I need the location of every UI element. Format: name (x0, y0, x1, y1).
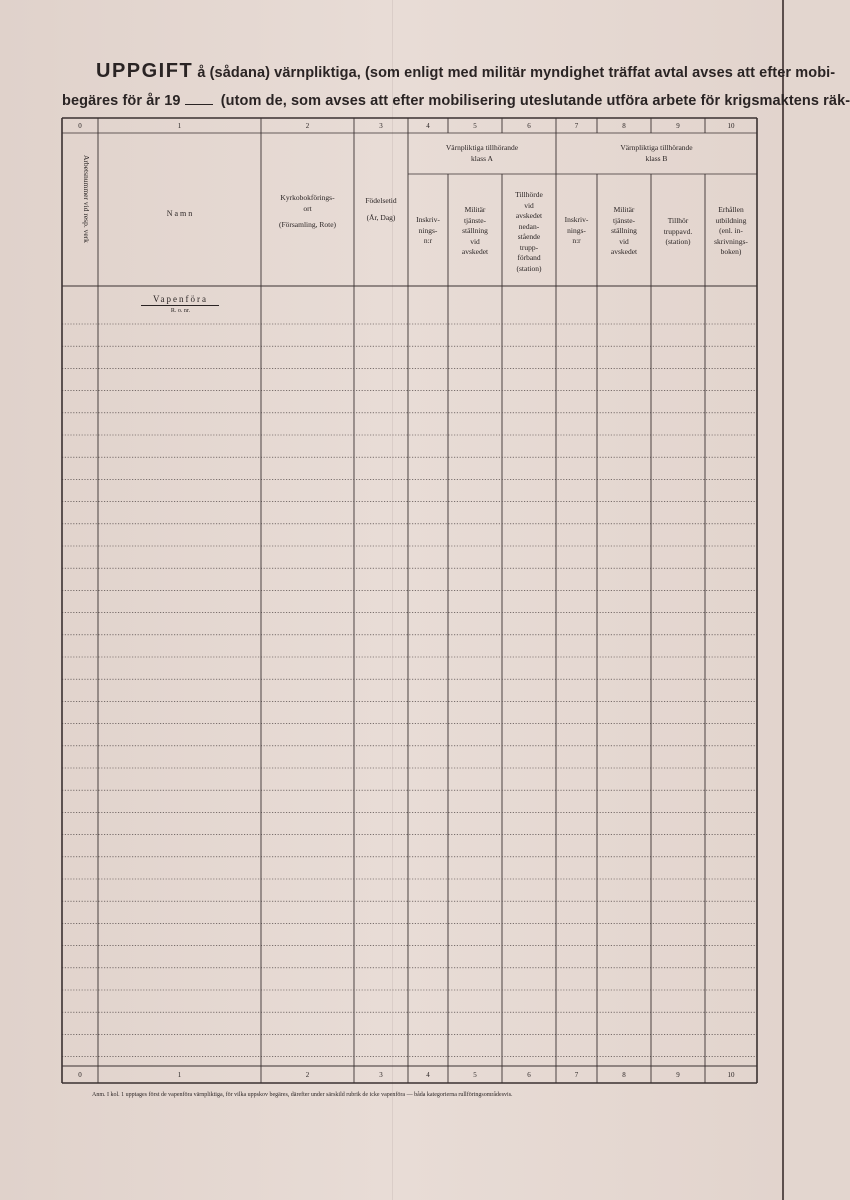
header-line: Inskriv- (564, 215, 589, 224)
col-number-bottom: 3 (379, 1071, 383, 1079)
header-line: utbildning (715, 215, 747, 225)
header-line: avskedet (461, 247, 489, 256)
header-tillhor-truppavd (651, 216, 705, 248)
title-line-2-b: (utom de, som avses att efter mobilisering uteslutande utföra arbete för krigsmaktens räk- (220, 93, 850, 109)
header-line: tjänste- (612, 215, 636, 225)
title-lead: UPPGIFT (96, 60, 194, 82)
header-line: tjänste- (463, 215, 487, 225)
header-line: (enl. in- (719, 226, 743, 235)
header-line: ställning (611, 226, 637, 235)
header-line: Tillhör (667, 216, 689, 225)
col-number-top: 1 (177, 122, 182, 130)
header-inskrivningsnr-b (556, 215, 597, 247)
header-line: trupp- (519, 242, 539, 252)
header-line: (station) (516, 263, 542, 273)
header-line: Kyrkobokförings- (280, 193, 335, 202)
header-line: Tillhörde (515, 190, 543, 199)
col-number-top: 8 (622, 122, 626, 130)
col-number-bottom: 0 (78, 1071, 82, 1079)
header-line: klass B (645, 153, 668, 163)
header-arbetsnummer: Arbetsnummer vid resp. verk (82, 155, 91, 243)
header-line: nings- (567, 225, 586, 235)
header-line: Inskriv- (416, 215, 440, 224)
title-line-2-a: begäres för år 19 (62, 93, 181, 109)
header-line: skrivnings- (714, 236, 748, 246)
header-militar-b (597, 205, 651, 258)
header-group-klass-b (556, 143, 757, 164)
col-number-top: 9 (676, 122, 680, 130)
header-line: klass A (471, 153, 493, 163)
section-heading-rule (141, 305, 219, 306)
col-number-top: 10 (727, 122, 735, 130)
col-number-bottom: 1 (177, 1071, 182, 1079)
header-line: vid (470, 236, 480, 246)
header-line: n:r (423, 236, 433, 245)
col-number-top: 4 (426, 122, 430, 130)
col-number-bottom: 5 (473, 1071, 477, 1079)
header-line: vid (524, 200, 534, 210)
header-line: ställning (462, 226, 488, 235)
header-line: Militär (464, 205, 486, 214)
header-fodelsetid (354, 196, 408, 223)
col-number-bottom: 10 (727, 1071, 735, 1079)
header-kyrkobokforingsort (261, 193, 354, 231)
header-inskrivningsnr-a (408, 215, 448, 247)
header-group-klass-a (408, 143, 556, 164)
header-tillhorde-a (502, 190, 556, 274)
header-line: n:r (572, 236, 581, 245)
header-line: förband (517, 253, 541, 262)
header-line: boken) (720, 247, 742, 256)
col-number-top: 5 (473, 122, 477, 130)
header-line: Värnpliktiga tillhörande (620, 143, 693, 152)
header-line: Militär (613, 205, 635, 214)
title-line-1-text: å (sådana) värnpliktiga, (som enligt med militär myndighet träffat avtal avses att efter mobi- (197, 65, 836, 81)
footnote: Anm. I kol. 1 upptages först de vapenföra värnpliktiga, för vilka uppskov begäres, därefter under särskild rubrik de icke vapenföra — båda kategorierna rullföringsområdesvis. (92, 1092, 513, 1098)
header-line: truppavd. (663, 226, 693, 236)
header-line: avskedet (515, 211, 543, 220)
col-number-bottom: 4 (426, 1071, 430, 1079)
header-line: nings- (418, 225, 438, 235)
section-subheading: R. o. nr. (170, 308, 191, 314)
header-line: vid (619, 236, 629, 246)
col-number-bottom: 7 (574, 1071, 579, 1079)
header-line: Värnpliktiga tillhörande (445, 143, 519, 152)
header-namn: N a m n (166, 209, 193, 218)
col-number-bottom: 8 (622, 1071, 626, 1079)
col-number-top: 7 (574, 122, 579, 130)
header-line: ort (303, 203, 312, 213)
col-number-top: 2 (305, 122, 310, 130)
col-number-top: 3 (379, 122, 383, 130)
col-number-bottom: 2 (305, 1071, 310, 1079)
header-line: stående (517, 232, 541, 241)
header-line: (Församling, Rote) (278, 220, 337, 229)
section-heading-vapenfora: Vapenföra (153, 294, 208, 304)
header-line: (station) (665, 237, 691, 246)
header-line: avskedet (610, 247, 638, 256)
col-number-bottom: 6 (527, 1071, 531, 1079)
header-line: Erhållen (718, 205, 744, 214)
col-number-bottom: 9 (676, 1071, 680, 1079)
header-line: (År, Dag) (366, 212, 396, 222)
col-number-top: 6 (527, 122, 531, 130)
header-line: nedan- (518, 221, 540, 231)
col-number-top: 0 (78, 122, 82, 130)
header-line: Födelsetid (365, 196, 397, 205)
header-utbildning (705, 205, 757, 258)
header-militar-a (448, 205, 502, 258)
